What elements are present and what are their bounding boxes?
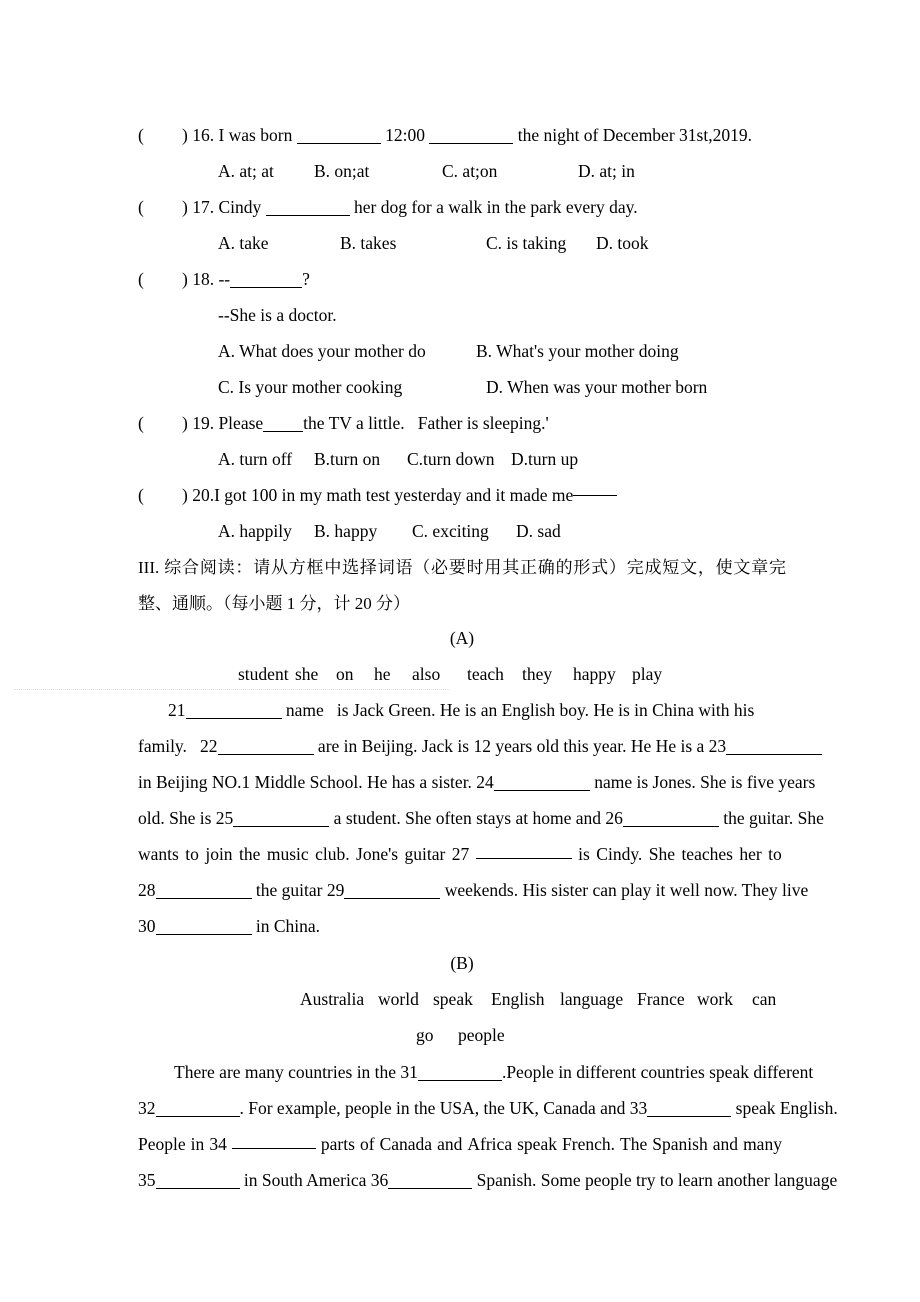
option-20-d[interactable]: D. sad	[516, 521, 561, 541]
passage-b-line-2: 32 . For example, people in the USA, the UK, Canada and 33 speak English.	[138, 1098, 838, 1118]
blank-20a	[573, 495, 617, 496]
option-18-a[interactable]: A. What does your mother do	[218, 341, 426, 361]
option-17-b[interactable]: B. takes	[340, 233, 397, 253]
question-19-options	[218, 449, 818, 469]
blank-18a	[230, 273, 302, 288]
option-20-a[interactable]: A. happily	[218, 521, 292, 541]
passage-a-line-6: 28 the guitar 29 weekends. His sister can play it well now. They live	[138, 880, 809, 900]
question-18-options-row1	[218, 341, 818, 361]
blank-21	[186, 704, 282, 719]
passage-b-word-bank-row1	[300, 989, 776, 1009]
blank-19a	[263, 417, 303, 432]
answer-paren-17[interactable]: (	[138, 197, 144, 217]
option-16-b[interactable]: B. on;at	[314, 161, 370, 181]
blank-32	[156, 1102, 240, 1117]
option-17-c[interactable]: C. is taking	[486, 233, 567, 253]
option-18-b[interactable]: B. What's your mother doing	[476, 341, 679, 361]
passage-b-label: (B)	[450, 953, 474, 973]
blank-25	[233, 812, 329, 827]
passage-b-word-bank-row2	[416, 1025, 505, 1045]
question-17-stem: ( ) 17. Cindy her dog for a walk in the park every day.	[138, 197, 638, 217]
passage-a-word-bank	[238, 664, 662, 684]
section-iii-instruction: III. 综合阅读：请从方框中选择词语（必要时用其正确的形式）完成短文，使文章完整、通顺。（每小题 1 分，计 20 分）	[138, 558, 786, 613]
scan-artifact-line	[14, 689, 450, 691]
question-18-options-row2	[218, 377, 818, 397]
blank-26	[623, 812, 719, 827]
question-18-answer-line: --She is a doctor.	[218, 305, 337, 325]
word-bank-a-item[interactable]: on	[336, 664, 354, 684]
question-17-options	[218, 233, 818, 253]
option-17-d[interactable]: D. took	[596, 233, 649, 253]
word-bank-a-item[interactable]: they	[522, 664, 553, 684]
word-bank-a-item[interactable]: teach	[467, 664, 504, 684]
blank-28	[156, 884, 252, 899]
blank-30	[156, 920, 252, 935]
option-16-c[interactable]: C. at;on	[442, 161, 498, 181]
answer-paren-16[interactable]: (	[138, 125, 144, 145]
option-19-a[interactable]: A. turn off	[218, 449, 293, 469]
passage-a-line-1: 21 name is Jack Green. He is an English boy. He is in China with his	[168, 700, 755, 720]
word-bank-a-item[interactable]: play	[632, 664, 663, 684]
answer-paren-19[interactable]: (	[138, 413, 144, 433]
passage-a-line-5: wants to join the music club. Jone's guitar 27 is Cindy. She teaches her to	[138, 844, 782, 864]
question-16-stem: ( ) 16. I was born 12:00 the night of December 31st,2019.	[138, 125, 752, 145]
passage-b-line-3: People in 34 parts of Canada and Africa speak French. The Spanish and many	[138, 1134, 782, 1154]
option-19-d[interactable]: D.turn up	[511, 449, 579, 469]
blank-24	[494, 776, 590, 791]
option-18-c[interactable]: C. Is your mother cooking	[218, 377, 403, 397]
answer-paren-18[interactable]: (	[138, 269, 144, 289]
option-16-d[interactable]: D. at; in	[578, 161, 635, 181]
blank-29	[344, 884, 440, 899]
blank-17a	[266, 201, 350, 216]
option-17-a[interactable]: A. take	[218, 233, 269, 253]
blank-34	[232, 1134, 316, 1149]
blank-31	[418, 1066, 502, 1081]
option-20-c[interactable]: C. exciting	[412, 521, 489, 541]
word-bank-a-item[interactable]: happy	[573, 664, 616, 684]
blank-16b	[429, 129, 513, 144]
word-bank-b-item[interactable]: can	[752, 989, 777, 1009]
blank-22	[218, 740, 314, 755]
word-bank-b-item[interactable]: France	[637, 989, 685, 1009]
question-19-stem: ( ) 19. Please the TV a little. Father is sleeping.'	[138, 413, 549, 433]
word-bank-b-item[interactable]: Australia	[300, 989, 365, 1009]
question-16-options	[218, 161, 818, 181]
word-bank-b-item[interactable]: language	[560, 989, 624, 1009]
passage-a-line-4: old. She is 25 a student. She often stays at home and 26 the guitar. She	[138, 808, 824, 828]
passage-a-line-2: family. 22 are in Beijing. Jack is 12 years old this year. He He is a 23	[138, 736, 782, 756]
passage-b-line-1: There are many countries in the 31 .People in different countries speak different	[174, 1062, 814, 1082]
blank-16a	[297, 129, 381, 144]
passage-a-label: (A)	[449, 628, 475, 648]
blank-23	[726, 740, 822, 755]
word-bank-a-item[interactable]: also	[412, 664, 441, 684]
option-18-d[interactable]: D. When was your mother born	[486, 377, 708, 397]
word-bank-b-item[interactable]: world	[378, 989, 419, 1009]
question-20-options	[218, 521, 818, 541]
answer-paren-20[interactable]: (	[138, 485, 144, 505]
passage-a-line-3: in Beijing NO.1 Middle School. He has a sister. 24 name is Jones. She is five years	[138, 772, 816, 792]
option-20-b[interactable]: B. happy	[314, 521, 378, 541]
question-18-stem: ( ) 18. -- ?	[138, 269, 310, 289]
word-bank-b-item[interactable]: work	[697, 989, 733, 1009]
option-19-c[interactable]: C.turn down	[407, 449, 495, 469]
passage-a-line-7: 30 in China.	[138, 916, 321, 936]
word-bank-b-item[interactable]: go	[416, 1025, 434, 1045]
question-20-stem: ( ) 20.I got 100 in my math test yesterday and it made me	[138, 485, 798, 505]
word-bank-b-item[interactable]: people	[458, 1025, 505, 1045]
word-bank-a-item[interactable]: student	[238, 664, 289, 684]
option-19-b[interactable]: B.turn on	[314, 449, 381, 469]
blank-36	[388, 1174, 472, 1189]
word-bank-b-item[interactable]: speak	[433, 989, 473, 1009]
blank-35	[156, 1174, 240, 1189]
word-bank-b-item[interactable]: English	[491, 989, 545, 1009]
word-bank-a-item[interactable]: he	[374, 664, 391, 684]
option-16-a[interactable]: A. at; at	[218, 161, 274, 181]
word-bank-a-item[interactable]: she	[295, 664, 319, 684]
blank-27	[476, 844, 572, 859]
blank-33	[647, 1102, 731, 1117]
passage-b-line-4: 35 in South America 36 Spanish. Some people try to learn another language	[138, 1170, 838, 1190]
